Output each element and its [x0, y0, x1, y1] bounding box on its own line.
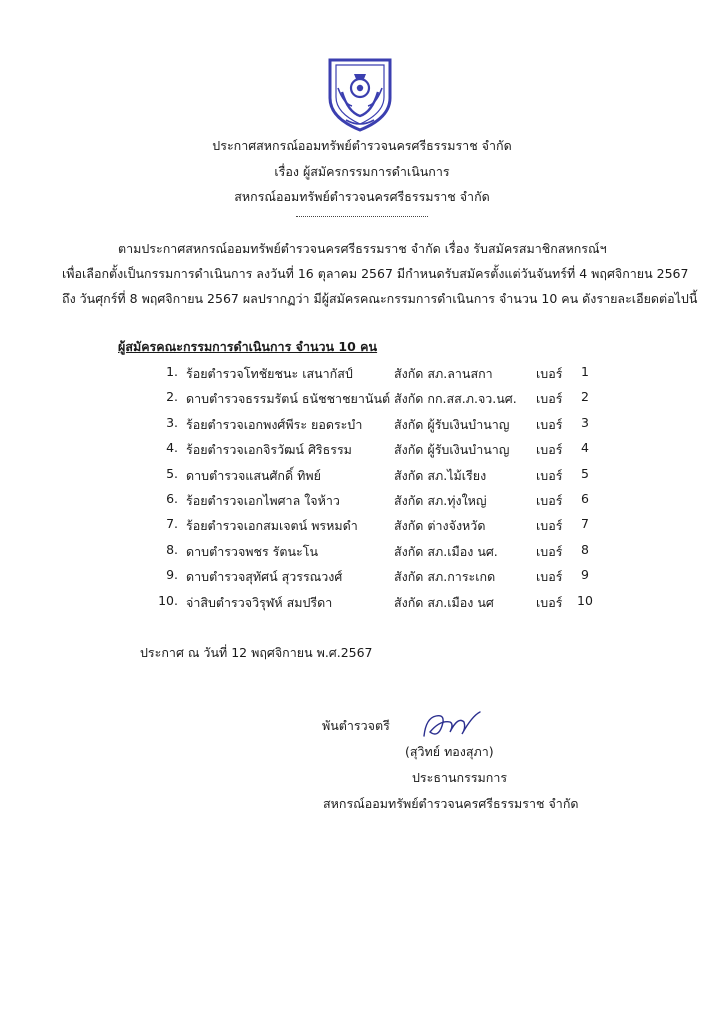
candidate-row	[0, 389, 724, 415]
candidate-row	[0, 466, 724, 492]
candidate-ballot-label: เบอร์	[536, 391, 563, 407]
candidate-affiliation: สังกัด ต่างจังหวัด	[394, 518, 486, 534]
candidate-ballot-label: เบอร์	[536, 493, 563, 508]
signer-organization: สหกรณ์ออมทรัพย์ตำรวจนครศรีธรรมราช จำกัด	[323, 796, 579, 811]
candidate-affiliation: สังกัด สภ.ไม้เรียง	[394, 467, 487, 483]
candidate-row	[0, 567, 724, 593]
candidate-name: ดาบตำรวจธรรมรัตน์ ธนัชชาชยานันต์	[186, 391, 391, 407]
candidate-name: ดาบตำรวจแสนศักดิ์ ทิพย์	[186, 467, 321, 483]
candidate-ballot-label: เบอร์	[536, 416, 563, 432]
candidate-row	[0, 440, 724, 466]
candidate-number-index: 7.	[166, 516, 178, 532]
candidate-name: ร้อยตำรวจเอกจิรวัฒน์ ศิริธรรม	[186, 442, 352, 458]
candidate-ballot-number: 5	[581, 465, 589, 481]
candidate-ballot-number: 3	[581, 414, 589, 430]
candidate-affiliation: สังกัด กก.สส.ภ.จว.นศ.	[394, 391, 517, 407]
body-paragraph-line-1: ตามประกาศสหกรณ์ออมทรัพย์ตำรวจนครศรีธรรมราช จำกัด เรื่อง รับสมัครสมาชิกสหกรณ์ฯ	[118, 241, 607, 256]
candidate-row	[0, 364, 724, 390]
candidate-ballot-number: 9	[581, 567, 589, 583]
announcement-date: ประกาศ ณ วันที่ 12 พฤศจิกายน พ.ศ.2567	[140, 645, 373, 660]
candidate-name: ร้อยตำรวจโทชัยชนะ เสนากัสป์	[186, 366, 353, 381]
candidate-number-index: 8.	[166, 541, 178, 557]
candidate-ballot-number: 6	[581, 491, 589, 506]
candidate-affiliation: สังกัด สภ.เมือง นศ	[394, 594, 494, 610]
candidate-number-index: 6.	[166, 491, 178, 506]
candidate-ballot-label: เบอร์	[536, 442, 563, 458]
body-paragraph-line-3: ถึง วันศุกร์ที่ 8 พฤศจิกายน 2567 ผลปรากฏว่า มีผู้สมัครคณะกรรมการดำเนินการ จำนวน 10 คน ดังรายละเอียดต่อไปนี้	[62, 291, 698, 306]
candidate-ballot-label: เบอร์	[536, 366, 563, 381]
candidate-ballot-label: เบอร์	[536, 569, 563, 585]
candidate-list-title: ผู้สมัครคณะกรรมการดำเนินการ จำนวน 10 คน	[118, 339, 378, 354]
header-line-3: สหกรณ์ออมทรัพย์ตำรวจนครศรีธรรมราช จำกัด	[234, 189, 490, 204]
candidate-ballot-label: เบอร์	[536, 543, 563, 559]
candidate-ballot-label: เบอร์	[536, 594, 563, 610]
candidate-number-index: 9.	[166, 567, 178, 583]
candidate-number-index: 2.	[166, 389, 178, 405]
candidate-affiliation: สังกัด สภ.การะเกด	[394, 569, 496, 585]
candidate-affiliation: สังกัด สภ.ลานสกา	[394, 366, 493, 381]
candidate-name: ดาบตำรวจสุทัศน์ สุวรรณวงศ์	[186, 569, 343, 585]
candidate-ballot-number: 1	[581, 364, 589, 379]
candidate-name: จ่าสิบตำรวจวิรุฬห์ สมปรีดา	[186, 594, 333, 610]
candidate-name: ร้อยตำรวจเอกไพศาล ใจห้าว	[186, 493, 340, 508]
candidate-number-index: 4.	[166, 440, 178, 456]
handwritten-signature-icon	[420, 708, 484, 742]
candidate-row	[0, 542, 724, 568]
candidate-row	[0, 516, 724, 542]
candidate-number-index: 1.	[166, 364, 178, 379]
candidate-ballot-number: 10	[577, 592, 593, 608]
candidate-name: ร้อยตำรวจเอกสมเจตน์ พรหมดำ	[186, 518, 358, 534]
candidate-ballot-number: 4	[581, 440, 589, 456]
candidate-name: ดาบตำรวจพชร รัตนะโน	[186, 543, 319, 559]
candidate-affiliation: สังกัด ผู้รับเงินบำนาญ	[394, 416, 510, 432]
cooperative-seal-logo-icon	[316, 54, 404, 134]
candidate-name: ร้อยตำรวจเอกพงศ์พีระ ยอดระบำ	[186, 416, 363, 432]
candidate-affiliation: สังกัด สภ.เมือง นศ.	[394, 543, 498, 559]
candidate-number-index: 5.	[166, 465, 178, 481]
body-paragraph-line-2: เพื่อเลือกตั้งเป็นกรรมการดำเนินการ ลงวันที่ 16 ตุลาคม 2567 มีกำหนดรับสมัครตั้งแต่วันจันทร์ที่ 4 พฤศจิกายน 2567	[62, 266, 689, 281]
candidate-affiliation: สังกัด ผู้รับเงินบำนาญ	[394, 442, 510, 458]
candidate-ballot-number: 7	[581, 516, 589, 532]
candidate-ballot-label: เบอร์	[536, 467, 563, 483]
candidate-row	[0, 415, 724, 441]
signer-position: ประธานกรรมการ	[412, 770, 508, 785]
signer-rank: พันตำรวจตรี	[322, 718, 390, 733]
candidate-affiliation: สังกัด สภ.ทุ่งใหญ่	[394, 493, 487, 508]
header-line-1: ประกาศสหกรณ์ออมทรัพย์ตำรวจนครศรีธรรมราช จำกัด	[212, 138, 512, 153]
header-line-2: เรื่อง ผู้สมัครกรรมการดำเนินการ	[274, 164, 450, 179]
candidate-number-index: 3.	[166, 414, 178, 430]
header-divider	[296, 216, 428, 217]
candidate-row	[0, 593, 724, 619]
signer-name: (สุวิทย์ ทองสุภา)	[405, 744, 494, 759]
candidate-number-index: 10.	[158, 592, 178, 608]
candidate-ballot-label: เบอร์	[536, 518, 563, 534]
candidate-ballot-number: 2	[581, 389, 589, 405]
candidate-ballot-number: 8	[581, 541, 589, 557]
candidate-row	[0, 491, 724, 517]
